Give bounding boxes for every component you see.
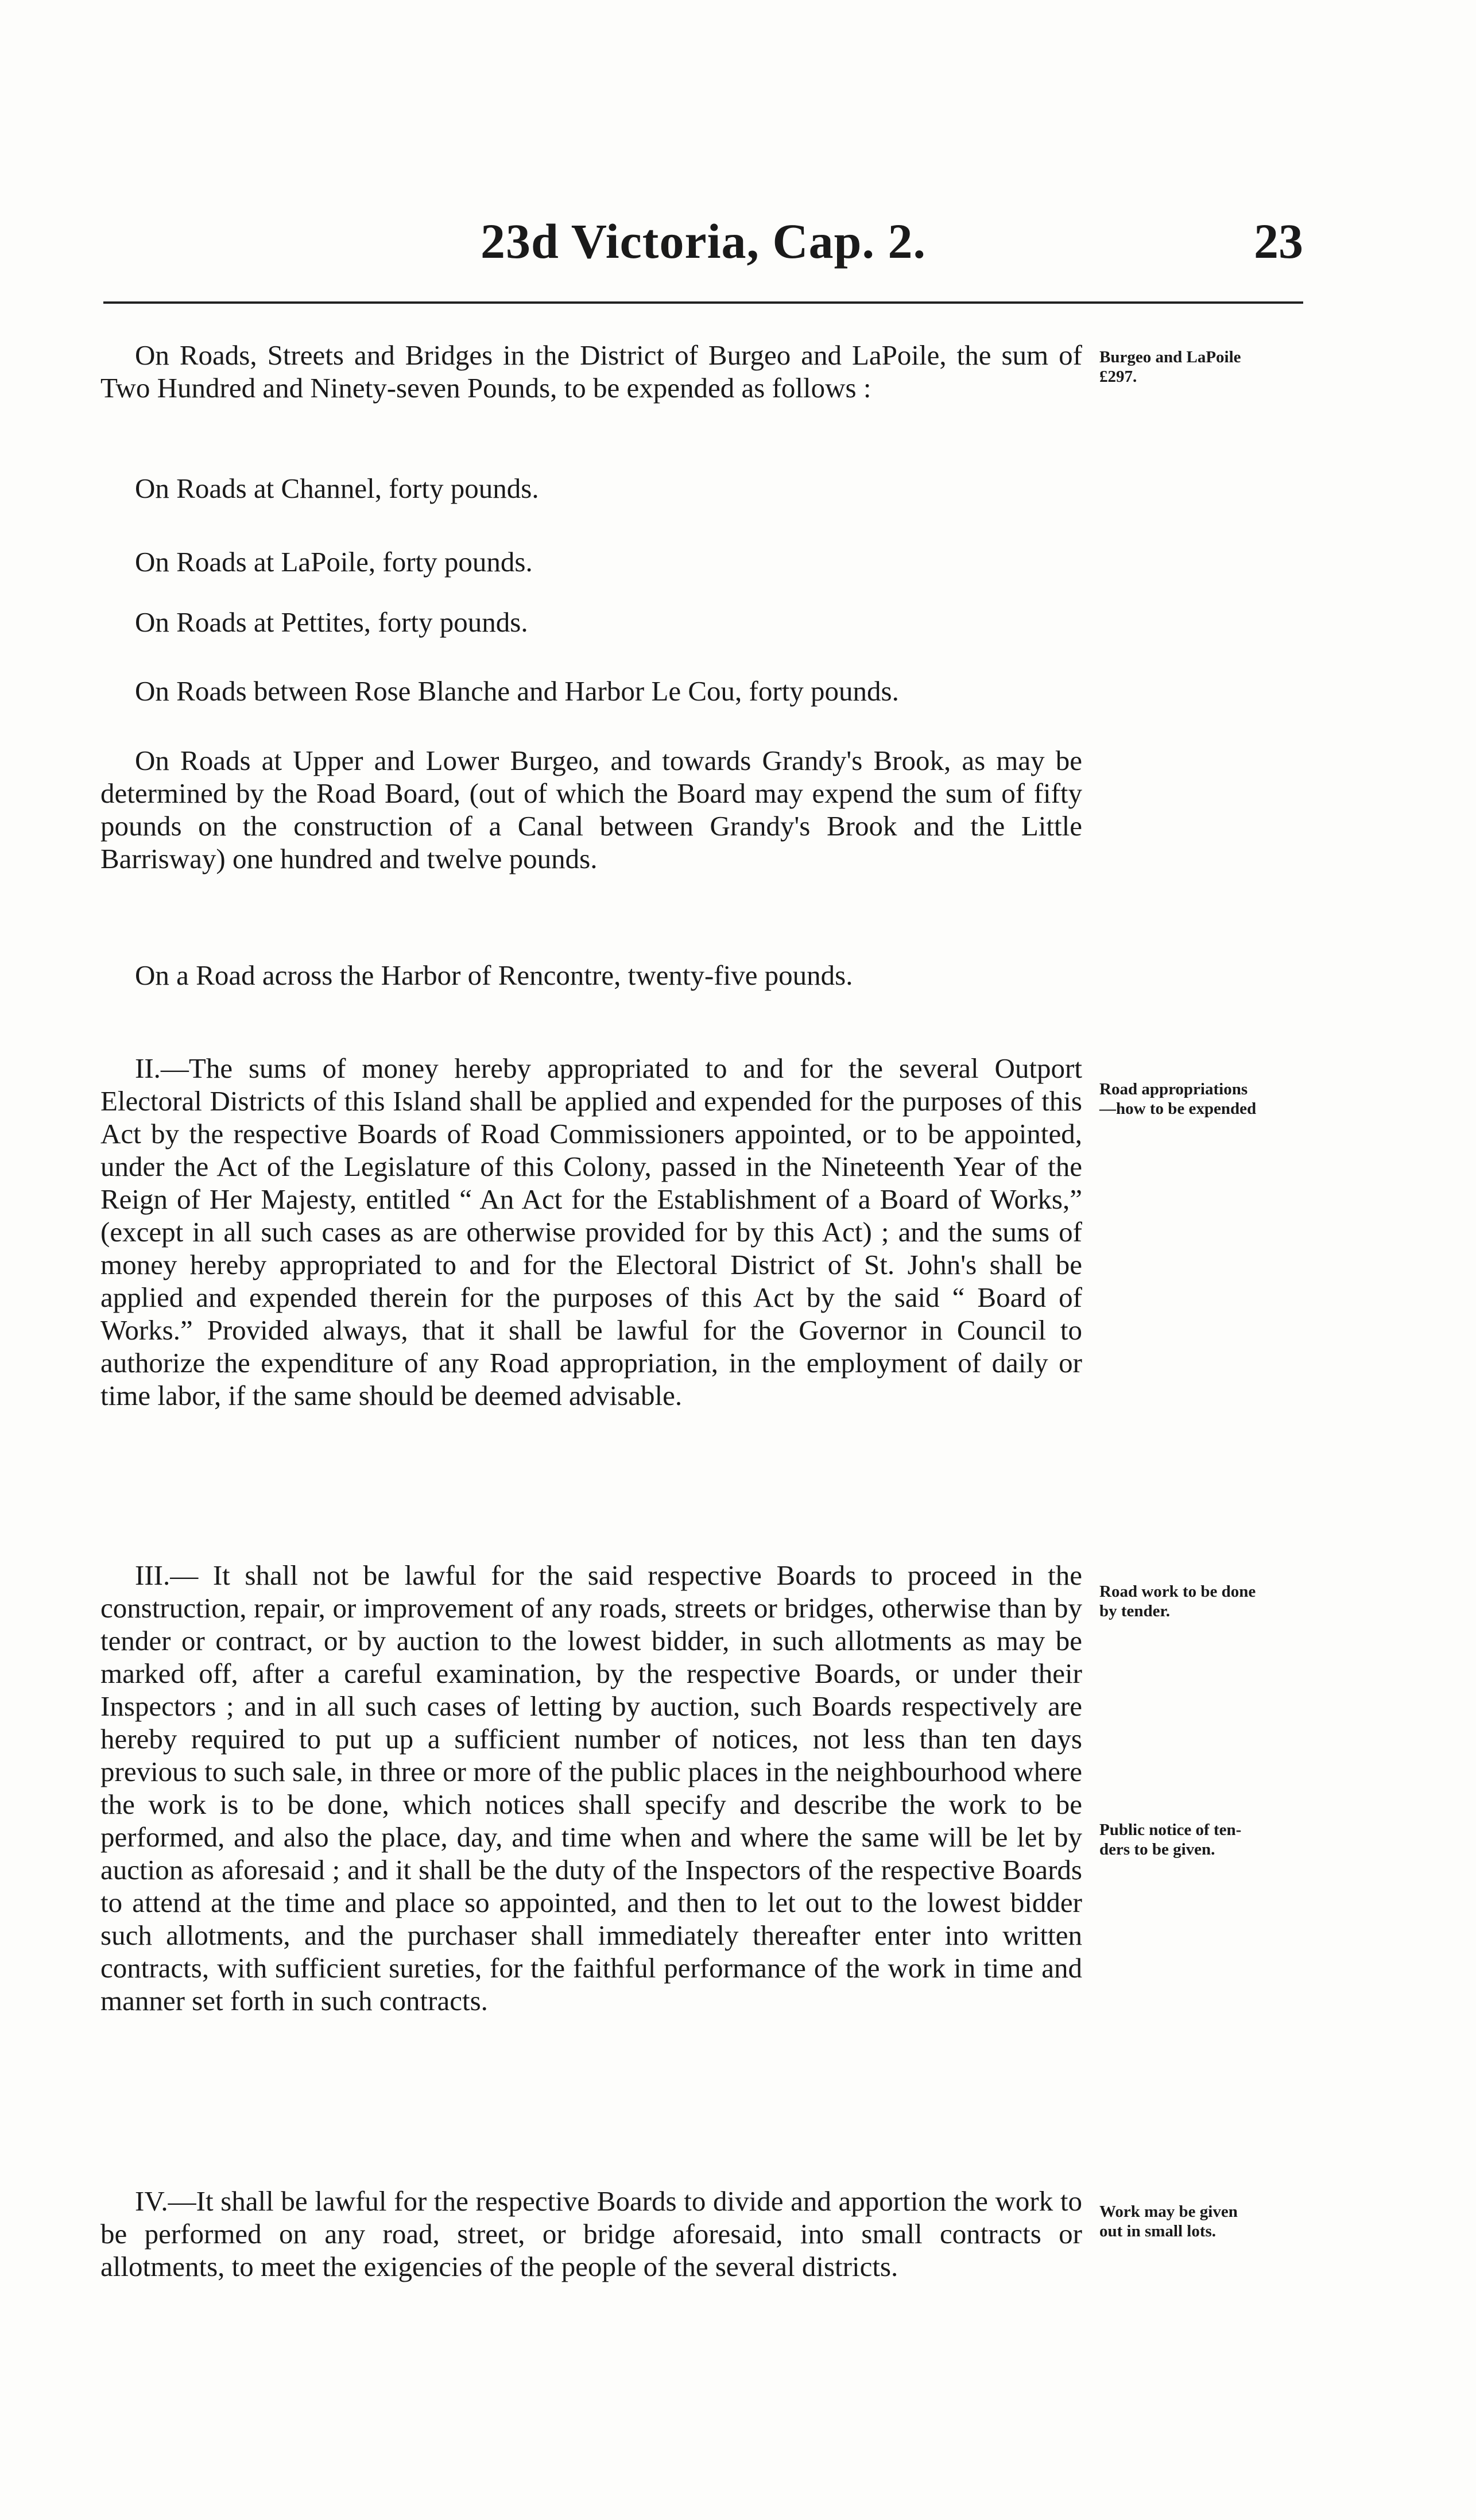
running-title: 23d Victoria, Cap. 2. xyxy=(481,214,926,269)
section-iv-paragraph: IV.—It shall be lawful for the respective Boards to divide and apportion the work to be performed on any road, street, or bridge aforesaid, into small contracts or allotments, to meet the exigencies of the people of the several districts. xyxy=(100,2185,1082,2282)
marginal-note-line: ders to be given. xyxy=(1099,1840,1215,1859)
marginal-note-line: Road appropriations xyxy=(1099,1080,1248,1098)
burgeo-intro-paragraph: On Roads, Streets and Bridges in the District of Burgeo and LaPoile, the sum of Two Hundred and Ninety-seven Pounds, to be expended as follows : xyxy=(100,339,1082,404)
marginal-note-line: Work may be given xyxy=(1099,2202,1238,2221)
marginal-note-burgeo xyxy=(1099,347,1306,386)
marginal-note-small-lots xyxy=(1099,2202,1306,2241)
entry-rose-blanche: On Roads between Rose Blanche and Harbor Le Cou, forty pounds. xyxy=(135,675,899,707)
entry-upper-lower-burgeo: On Roads at Upper and Lower Burgeo, and towards Grandy's Brook, as may be determined by the Road Board, (out of which the Board may expend the sum of fifty pounds on the construction of a Canal between Grandy's Brook and the Little Barrisway) one hundred and twelve pounds. xyxy=(100,745,1082,874)
marginal-note-tender xyxy=(1099,1582,1306,1621)
entry-rencontre: On a Road across the Harbor of Rencontre, twenty-five pounds. xyxy=(135,959,853,991)
entry-channel: On Roads at Channel, forty pounds. xyxy=(135,473,539,504)
marginal-note-line: Public notice of ten- xyxy=(1099,1821,1242,1839)
marginal-note-line: by tender. xyxy=(1099,1602,1170,1620)
marginal-note-road-appropriations xyxy=(1099,1079,1306,1118)
marginal-note-line: —how to be expended xyxy=(1099,1100,1257,1118)
header-rule xyxy=(103,301,1303,304)
marginal-note-line: £297. xyxy=(1099,367,1137,386)
page-header xyxy=(103,212,1303,293)
entry-pettites: On Roads at Pettites, forty pounds. xyxy=(135,606,528,638)
page-number: 23 xyxy=(1254,214,1303,269)
entry-lapoile: On Roads at LaPoile, forty pounds. xyxy=(135,546,533,578)
marginal-note-public-notice xyxy=(1099,1820,1306,1859)
marginal-note-line: out in small lots. xyxy=(1099,2222,1217,2240)
section-ii-paragraph: II.—The sums of money hereby appropriated to and for the several Outport Electoral Districts of this Island shall be applied and expended for the purposes of this Act by the respective Boards of Road Commissioners appointed, or to be appointed, under the Act of the Legislature of this Colony, passed in the Nineteenth Year of the Reign of Her Majesty, entitled “ An Act for the Establishment of a Board of Works,” (except in all such cases as are otherwise provided for by this Act) ; and the sums of money hereby appropriated to and for the Electoral District of St. John's shall be applied and expended therein for the purposes of this Act by the said “ Board of Works.” Provided always, that it shall be lawful for the Governor in Council to authorize the expenditure of any Road appropriation, in the employment of daily or time labor, if the same should be deemed advisable. xyxy=(100,1052,1082,1411)
marginal-note-line: Burgeo and LaPoile xyxy=(1099,348,1241,366)
marginal-note-line: Road work to be done xyxy=(1099,1582,1256,1601)
section-iii-paragraph: III.— It shall not be lawful for the said respective Boards to proceed in the construction, repair, or improvement of any roads, streets or bridges, otherwise than by tender or contract, or by auction to the lowest bidder, in such allotments as may be marked off, after a careful examination, by the respective Boards, or under their Inspectors ; and in all such cases of letting by auction, such Boards respectively are hereby required to put up a sufficient number of notices, not less than ten days previous to such sale, in three or more of the public places in the neighbourhood where the work is to be done, which notices shall specify and describe the work to be performed, and also the place, day, and time when and where the same will be let by auction as aforesaid ; and it shall be the duty of the Inspectors of the respective Boards to attend at the time and place so appointed, and then to let out to the lowest bidder such allotments, and the purchaser shall immediately thereafter enter into written contracts, with sufficient sureties, for the faithful performance of the work in time and manner set forth in such contracts. xyxy=(100,1559,1082,2016)
